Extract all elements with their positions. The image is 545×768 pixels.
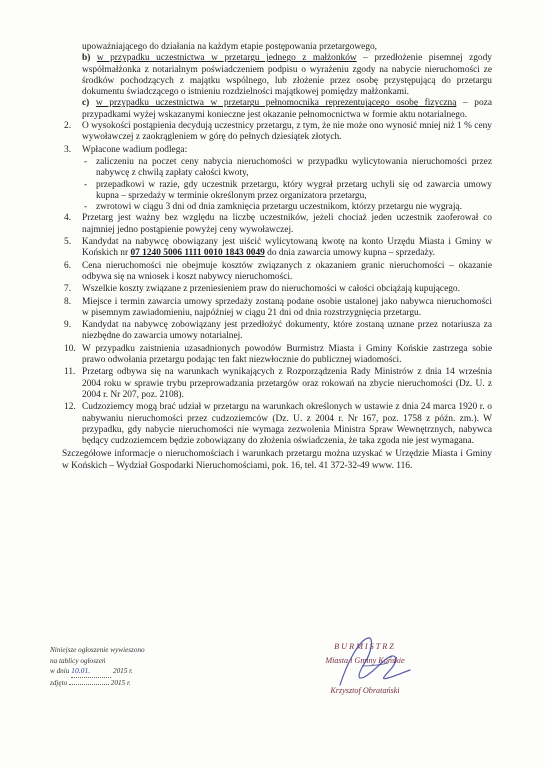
list-item-2 (62, 121, 492, 144)
list-item-text: Cena nieruchomości nie obejmuje kosztów związanych z okazaniem granic nieruchomości – okazanie odbywa się na wniosek i koszt nabywcy nieruchomości. (82, 260, 492, 282)
list-item-number: 11. (64, 367, 76, 378)
paragraph-b-text: – przedłożenie pisemnej zgody współmałżonka z notarialnym poświadczeniem podpisu o wyrażeniu zgody na nabycie nieruchomości ze środków pochodzących z majątku wspólnego, lub złożenie przez osobę przystępującą do przetargu dokumentu świadczącego o istnieniu rozdzielności majątkowej pomiędzy małżonkami. (82, 53, 492, 98)
paragraph-b (62, 53, 492, 98)
sub-item-3 (82, 202, 492, 213)
list-item-5 (62, 237, 492, 260)
notice-line-3 (50, 666, 200, 678)
bank-account-number: 07 1240 5006 1111 0010 1843 0049 (130, 248, 265, 259)
list-item-3 (62, 145, 492, 156)
paragraph-c-text: – poza przypadkami wyżej wskazanymi konieczne jest okazanie pełnomocnictwa w formie aktu notarialnego. (82, 98, 492, 120)
contact-information: Szczegółowe informacje o nieruchomościach i warunkach przetargu można uzyskać w Urzędzie Miasta i Gminy w Końskich – Wydział Gospodarki Nieruchomościami, pok. 16, tel. 41 372-32-49 www. 116. (62, 449, 492, 471)
list-item-4 (62, 213, 492, 236)
sub-item-text: przepadkowi w razie, gdy uczestnik przetargu, który wygrał przetarg uchyli się od zawarcia umowy kupna – sprzedaży w terminie określonym przez organizatora przetargu, (96, 179, 492, 201)
list-item-text: Przetarg odbywa się na warunkach wynikających z Rozporządzenia Rady Ministrów z dnia 14 września 2004 roku w sprawie trybu przeprowadzania przetargów oraz rokowań na zbycie nieruchomości (Dz. U. z 2004 r. Nr 207, poz. 2108). (82, 367, 492, 400)
list-item-text: Wszelkie koszty związane z przeniesieniem praw do nieruchomości w całości obciążają kupującego. (82, 284, 460, 295)
list-item-number: 7. (64, 284, 72, 295)
dash-bullet: - (84, 179, 88, 190)
list-item-text-before: Kandydat na nabywcę obowiązany jest uiścić wylicytowaną kwotę na konto Urzędu Miasta i Gminy w Końskich nr (82, 237, 492, 259)
stamp-subtitle: Miasta i Gminy Końskie (325, 656, 405, 665)
sub-item-1 (82, 157, 492, 180)
posting-notice (50, 645, 200, 688)
list-item-11 (62, 367, 492, 401)
notice-line-1: Niniejsze ogłoszenie wywieszono (50, 646, 145, 654)
notice-date-prefix: w dniu (50, 667, 70, 675)
list-item-6 (62, 261, 492, 284)
dash-bullet: - (84, 202, 88, 213)
paragraph-c-label: c) (82, 98, 90, 109)
list-item-number: 8. (64, 296, 72, 307)
list-item-text: W przypadku zaistnienia uzasadnionych powodów Burmistrz Miasta i Gminy Końskie zastrzega sobie prawo odwołania przetargu podając ten fakt niezwłocznie do publicznej wiadomości. (82, 343, 492, 366)
sub-item-text: zwrotowi w ciągu 3 dni od dnia zamknięcia przetargu uczestnikom, którzy przetargu nie wygrają. (96, 202, 462, 213)
list-item-text: Wpłacone wadium podlega: (82, 144, 188, 155)
list-item-text: Miejsce i termin zawarcia umowy sprzedaży zostaną podane osobie ustalonej jako nabywca nieruchomości w pisemnym zawiadomieniu, najpóźniej w ciągu 21 dni od dnia rozstrzygnięcia przetargu. (82, 296, 492, 318)
notice-removed-suffix: 2015 r. (110, 678, 131, 687)
list-item-8 (62, 297, 492, 320)
notice-date-handwritten: 10.01. (71, 666, 111, 678)
list-item-9 (62, 320, 492, 343)
list-item-text: Przetarg jest ważny bez względu na liczbę uczestników, jeżeli chociaż jeden uczestnik zaoferował co najmniej jedno postąpienie powyżej ceny wywoławczej. (82, 213, 492, 235)
paragraph-a-continuation: upoważniającego do działania na każdym etapie postępowania przetargowego, (82, 42, 378, 52)
notice-removed-prefix: zdjęto (50, 678, 68, 687)
list-item-number: 12. (64, 402, 76, 413)
document-body (62, 42, 492, 472)
list-item-text-after: do dnia zawarcia umowy kupna – sprzedaży. (264, 248, 435, 259)
paragraph-b-label: b) (82, 53, 91, 64)
sub-item-2 (82, 180, 492, 203)
handwritten-signature (310, 630, 430, 700)
stamp-name: Krzysztof Obratański (330, 686, 400, 695)
list-item-text: Kandydat na nabywcę zobowiązany jest przedłożyć dokumenty, które zostaną uznane przez notariusza za niezbędne do zawarcia umowy notarialnej. (82, 320, 492, 342)
paragraph-b-title: w przypadku uczestnictwa w przetargu jednego z małżonków (96, 53, 357, 64)
list-item-text: O wysokości postąpienia decydują uczestnicy przetargu, z tym, że nie może ono wynosić mniej niż 1 % ceny wywoławczej z zaokrągleniem w górę do pełnych dziesiątek złotych. (82, 121, 492, 143)
list-item-number: 2. (64, 121, 72, 132)
list-item-12 (62, 402, 492, 447)
list-item-text: Cudzoziemcy mogą brać udział w przetargu na warunkach określonych w ustawie z dnia 24 marca 1920 r. o nabywaniu nieruchomości przez cudzoziemców (Dz. U. z 2004 r. Nr 167, poz. 1758 z późn. zm.). W przypadku, gdy nabycie nieruchomości nie wymaga zezwolenia Ministra Spraw Wewnętrznych, nabywca będący cudzoziemcem będzie zobowiązany do złożenia oświadczenia, że taka zgoda nie jest wymagana. (82, 402, 492, 447)
list-item-number: 3. (64, 144, 72, 155)
paragraph-c-title: w przypadku uczestnictwa w przetargu pełnomocnika reprezentującego osobę fizyczną (95, 98, 457, 109)
list-item-number: 4. (64, 213, 72, 224)
paragraph-c (62, 98, 492, 121)
dash-bullet: - (84, 156, 88, 167)
stamp-title: BURMISTRZ (334, 642, 396, 651)
list-item-number: 10. (64, 343, 76, 354)
notice-date-suffix: 2015 r. (112, 667, 133, 675)
list-item-7 (62, 284, 492, 295)
list-item-number: 9. (64, 320, 72, 331)
list-item-number: 5. (64, 237, 72, 248)
sub-item-text: zaliczeniu na poczet ceny nabycia nieruchomości w przypadku wylicytowania nieruchomości przez nabywcę z chwilą zapłaty całości kwoty, (96, 156, 492, 179)
notice-line-4 (50, 678, 200, 689)
list-item-number: 6. (64, 260, 72, 271)
notice-removed-blank (69, 684, 109, 685)
notice-line-2: na tablicy ogłoszeń (50, 656, 106, 665)
list-item-10 (62, 344, 492, 367)
